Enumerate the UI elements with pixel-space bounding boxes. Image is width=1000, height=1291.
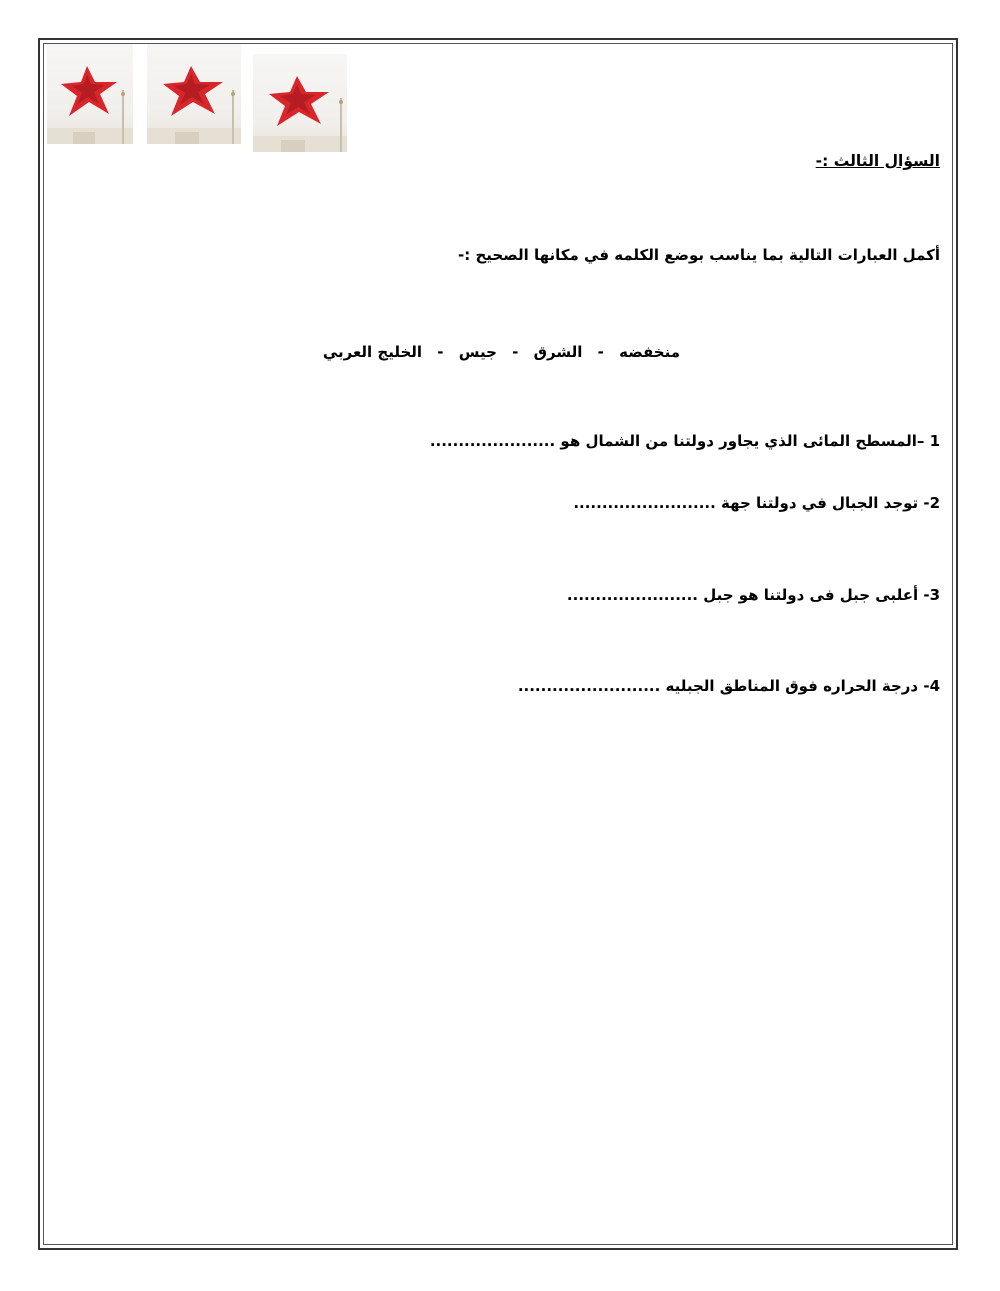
page-border-inner [43, 43, 953, 1245]
question-3: 3- أعلبى جبل فى دولتنا هو جبل ....................... [566, 586, 940, 604]
word-bank-item: منخفضه [619, 343, 680, 361]
word-bank-item: الشرق [533, 343, 583, 361]
starfish-image-2 [147, 44, 241, 144]
instruction-text: أكمل العبارات التالية بما يناسب بوضع الكلمه في مكانها الصحيح :- [458, 246, 940, 264]
starfish-icon [253, 54, 347, 152]
question-heading: السؤال الثالث :- [815, 152, 940, 170]
question-1: 1 –المسطح المائى الذي يجاور دولتنا من الشمال هو ...................... [429, 432, 940, 450]
word-bank-item: الخليج العربي [322, 343, 423, 361]
question-4: 4- درجة الحراره فوق المناطق الجبليه ......................... [517, 677, 940, 695]
word-bank-item: جيس [458, 343, 497, 361]
starfish-icon [47, 44, 133, 144]
starfish-image-1 [47, 44, 133, 144]
word-bank-separator: - [512, 343, 519, 361]
starfish-image-3 [253, 54, 347, 152]
starfish-icon [147, 44, 241, 144]
question-2: 2- توجد الجبال في دولتنا جهة ......................... [573, 494, 940, 512]
word-bank-separator: - [437, 343, 444, 361]
word-bank [323, 342, 680, 362]
word-bank-separator: - [597, 343, 604, 361]
